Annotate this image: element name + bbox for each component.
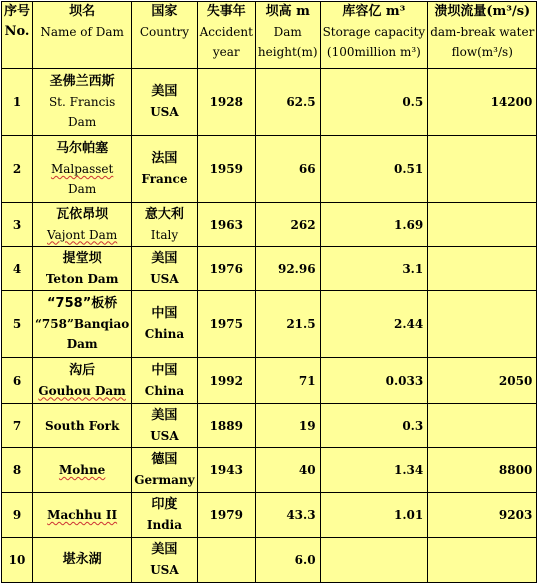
country-en: India	[146, 518, 182, 532]
storage-capacity: 0.3	[320, 404, 428, 448]
row-no: 8	[2, 448, 33, 493]
dam-name-zh: “758”板桥	[47, 296, 118, 311]
header-name	[33, 2, 132, 69]
table-row	[2, 136, 537, 203]
header-name-zh: 坝名	[69, 4, 96, 19]
dam-break-flow: 14200	[428, 69, 537, 136]
dam-name-en: South Fork	[33, 404, 132, 448]
header-country	[132, 2, 197, 69]
accident-year: 1959	[197, 136, 255, 203]
dam-break-flow	[428, 538, 537, 583]
dam-name-en: “758”Banqiao	[35, 317, 130, 331]
country-zh: 法国	[151, 151, 178, 166]
country	[132, 493, 197, 538]
dam-name-en-2: Dam	[68, 182, 97, 196]
dam-name	[33, 203, 132, 247]
country-en: Italy	[150, 227, 179, 242]
header-capacity	[320, 2, 428, 69]
storage-capacity: 3.1	[320, 247, 428, 291]
dam-name-en: Teton Dam	[45, 271, 119, 286]
dam-name	[33, 136, 132, 203]
dam-name-en: Machhu II	[47, 508, 118, 522]
accident-year: 1976	[197, 247, 255, 291]
dam-height: 19	[255, 404, 320, 448]
dam-break-flow: 9203	[428, 493, 537, 538]
country	[132, 291, 197, 358]
country-zh: 意大利	[144, 206, 184, 222]
dam-break-flow	[428, 136, 537, 203]
country-zh: 中国	[151, 362, 178, 378]
header-flow-zh: 溃坝流量(m³/s)	[434, 4, 531, 19]
country-zh: 德国	[151, 452, 178, 467]
dam-height: 62.5	[255, 69, 320, 136]
country-en: China	[144, 327, 185, 341]
storage-capacity	[320, 538, 428, 583]
storage-capacity: 0.5	[320, 69, 428, 136]
dam-height: 43.3	[255, 493, 320, 538]
header-capacity-en1: Storage capacity	[322, 25, 426, 39]
country-en: China	[144, 383, 185, 398]
table-row	[2, 493, 537, 538]
row-no: 3	[2, 203, 33, 247]
country	[132, 69, 197, 136]
accident-year: 1992	[197, 358, 255, 404]
dam-name-en-2: Dam	[66, 337, 98, 351]
row-no: 7	[2, 404, 33, 448]
country-zh: 中国	[151, 306, 178, 321]
header-flow	[428, 2, 537, 69]
dam-break-flow	[428, 247, 537, 291]
dam-height: 262	[255, 203, 320, 247]
country-en: Germany	[134, 473, 195, 487]
row-no: 5	[2, 291, 33, 358]
dam-height: 6.0	[255, 538, 320, 583]
row-no: 6	[2, 358, 33, 404]
header-capacity-zh: 库容亿 m³	[342, 4, 406, 19]
table-row	[2, 538, 537, 583]
header-height-en2: height(m)	[257, 45, 318, 59]
dam-name-en: St. Francis	[48, 95, 116, 109]
header-height-zh: 坝高 m	[265, 4, 310, 19]
header-no-en: No.	[4, 24, 30, 39]
dam-break-flow	[428, 291, 537, 358]
country	[132, 358, 197, 404]
country-en: USA	[150, 271, 179, 286]
country-zh: 美国	[151, 542, 178, 557]
dam-break-flow	[428, 404, 537, 448]
country	[132, 247, 197, 291]
header-no-zh: 序号	[4, 4, 31, 19]
dam-failure-table	[1, 1, 537, 583]
header-no	[2, 2, 33, 69]
dam-name-zh: 瓦依昂坝	[56, 206, 109, 222]
storage-capacity: 0.51	[320, 136, 428, 203]
dam-name	[33, 291, 132, 358]
header-flow-en1: dam-break water	[430, 25, 535, 39]
header-height	[255, 2, 320, 69]
table-row	[2, 358, 537, 404]
dam-height: 66	[255, 136, 320, 203]
country-zh: 美国	[151, 407, 178, 423]
dam-name	[33, 247, 132, 291]
dam-name	[33, 448, 132, 493]
storage-capacity: 0.033	[320, 358, 428, 404]
dam-name-en-2: Dam	[68, 115, 97, 129]
dam-name-zh: 堪永湖	[33, 538, 132, 583]
storage-capacity: 1.01	[320, 493, 428, 538]
dam-name-zh: 沟后	[69, 362, 96, 378]
accident-year: 1979	[197, 493, 255, 538]
dam-break-flow: 8800	[428, 448, 537, 493]
accident-year: 1928	[197, 69, 255, 136]
storage-capacity: 2.44	[320, 291, 428, 358]
table-row	[2, 203, 537, 247]
dam-name-en: Gouhou Dam	[38, 383, 126, 398]
header-year-en2: year	[212, 45, 240, 59]
country-en: USA	[150, 563, 179, 577]
header-year	[197, 2, 255, 69]
table-row	[2, 448, 537, 493]
country-zh: 印度	[151, 497, 178, 512]
dam-break-flow	[428, 203, 537, 247]
table-row	[2, 247, 537, 291]
dam-height: 21.5	[255, 291, 320, 358]
table-row	[2, 404, 537, 448]
storage-capacity: 1.34	[320, 448, 428, 493]
accident-year: 1963	[197, 203, 255, 247]
country-zh: 美国	[151, 84, 178, 99]
row-no: 10	[2, 538, 33, 583]
country	[132, 203, 197, 247]
dam-name	[33, 69, 132, 136]
dam-name-en: Malpasset	[50, 162, 114, 176]
dam-height: 71	[255, 358, 320, 404]
country	[132, 448, 197, 493]
dam-name-en: Vajont Dam	[47, 227, 118, 242]
country-en: USA	[150, 105, 179, 119]
accident-year: 1943	[197, 448, 255, 493]
dam-name	[33, 358, 132, 404]
header-year-zh: 失事年	[206, 4, 246, 19]
dam-name	[33, 493, 132, 538]
row-no: 9	[2, 493, 33, 538]
country-zh: 美国	[151, 250, 178, 266]
table-row	[2, 291, 537, 358]
row-no: 2	[2, 136, 33, 203]
storage-capacity: 1.69	[320, 203, 428, 247]
header-row	[2, 2, 537, 69]
row-no: 4	[2, 247, 33, 291]
dam-height: 92.96	[255, 247, 320, 291]
country	[132, 538, 197, 583]
header-country-zh: 国家	[151, 4, 178, 19]
country-en: USA	[150, 428, 179, 443]
header-flow-en2: flow(m³/s)	[451, 45, 513, 59]
header-year-en1: Accident	[199, 25, 253, 39]
header-name-en: Name of Dam	[40, 25, 124, 39]
accident-year: 1889	[197, 404, 255, 448]
dam-name-zh: 马尔帕塞	[56, 141, 109, 156]
dam-height: 40	[255, 448, 320, 493]
dam-name-zh: 圣佛兰西斯	[49, 74, 115, 89]
header-capacity-en2: (100million m³)	[326, 45, 421, 59]
accident-year: 1975	[197, 291, 255, 358]
header-country-en: Country	[139, 25, 190, 39]
dam-name-zh: 提堂坝	[62, 250, 102, 266]
header-height-en1: Dam	[273, 25, 302, 39]
country	[132, 136, 197, 203]
dam-name-en: Mohne	[58, 463, 106, 477]
country	[132, 404, 197, 448]
table-row	[2, 69, 537, 136]
dam-break-flow: 2050	[428, 358, 537, 404]
row-no: 1	[2, 69, 33, 136]
country-en: France	[141, 172, 188, 186]
accident-year	[197, 538, 255, 583]
